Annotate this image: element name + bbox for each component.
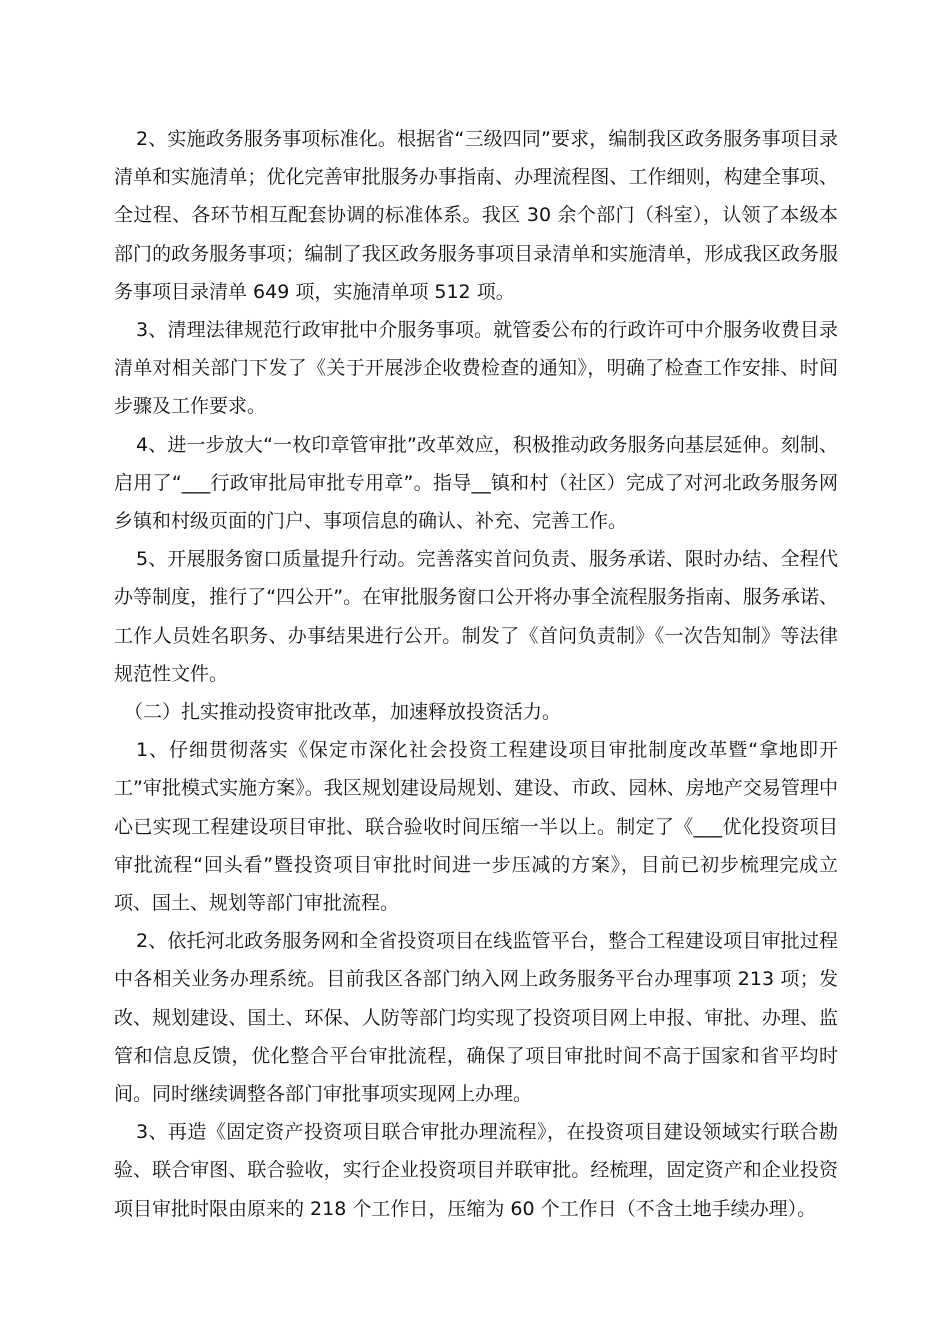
document-body <box>114 120 838 1228</box>
paragraph-intermediary-services: 3、清理法律规范行政审批中介服务事项。就管委公布的行政许可中介服务收费目录清单对相关部门下发了《关于开展涉企收费检查的通知》，明确了检查工作安排、时间步骤及工作要求。 <box>114 319 838 418</box>
paragraph-baoding-plan: 1、仔细贯彻落实《保定市深化社会投资工程建设项目审批制度改革暨“拿地即开工”审批模式实施方案》。我区规划建设局规划、建设、市政、园林、房地产交易管理中心已实现工程建设项目审批、联合验收时间压缩一半以上。制定了《___优化投资项目审批流程“回头看”暨投资项目审批时间进一步压减的方案》，目前已初步梳理完成立项、国土、规划等部门审批流程。 <box>114 739 838 915</box>
paragraph-online-platform: 2、依托河北政务服务网和全省投资项目在线监管平台，整合工程建设项目审批过程中各相关业务办理系统。目前我区各部门纳入网上政务服务平台办理事项 213 项；发改、规划建设、国土、环保、人防等部门均实现了投资项目网上申报、审批、办理、监管和信息反馈，优化整合平台审批流程，确保了项目审批时间不高于国家和省平均时间。同时继续调整各部门审批事项实现网上办理。 <box>114 930 838 1106</box>
paragraph-service-window: 5、开展服务窗口质量提升行动。完善落实首问负责、服务承诺、限时办结、全程代办等制度，推行了“四公开”。在审批服务窗口公开将办事全流程服务指南、服务承诺、工作人员姓名职务、办事结果进行公开。制发了《首问负责制》《一次告知制》等法律规范性文件。 <box>114 548 838 685</box>
paragraph-joint-approval: 3、再造《固定资产投资项目联合审批办理流程》，在投资项目建设领域实行联合勘验、联合审图、联合验收，实行企业投资项目并联审批。经梳理，固定资产和企业投资项目审批时限由原来的 218 个工作日，压缩为 60 个工作日（不含土地手续办理）。 <box>114 1121 838 1220</box>
section-heading-investment: （二）扎实推动投资审批改革，加速释放投资活力。 <box>124 701 562 724</box>
paragraph-single-seal: 4、进一步放大“一枚印章管审批”改革效应，积极推动政务服务向基层延伸。刻制、启用了“___行政审批局审批专用章”。指导__镇和村（社区）完成了对河北政务服务网乡镇和村级页面的门户、事项信息的确认、补充、完善工作。 <box>114 433 838 533</box>
paragraph-standardization: 2、实施政务服务事项标准化。根据省“三级四同”要求，编制我区政务服务事项目录清单和实施清单；优化完善审批服务办事指南、办理流程图、工作细则，构建全事项、全过程、各环节相互配套协调的标准体系。我区 30 余个部门（科室），认领了本级本部门的政务服务事项；编制了我区政务服务事项目录清单和实施清单，形成我区政务服务事项目录清单 649 项，实施清单项 512 项。 <box>114 128 838 303</box>
